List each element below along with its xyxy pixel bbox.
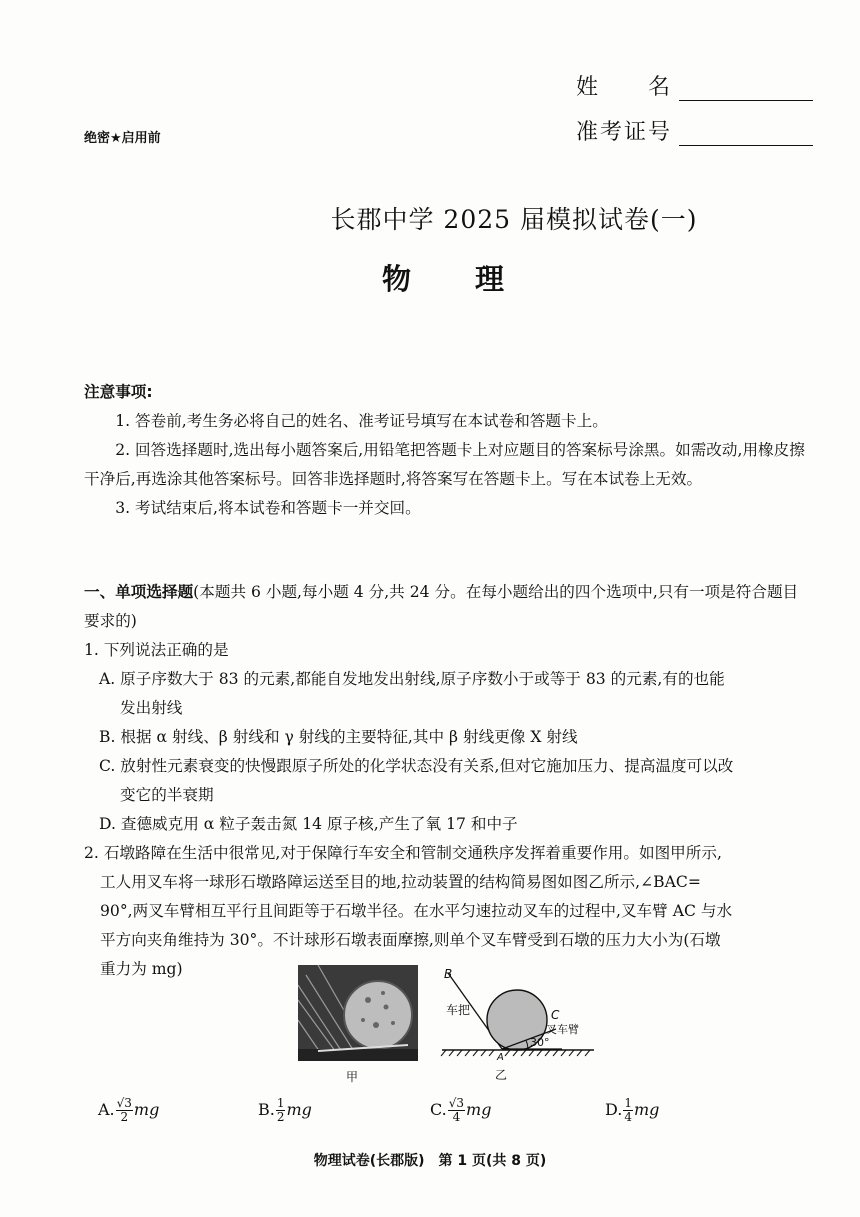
figure-b-caption: 乙 [495,1068,508,1082]
name-blank[interactable] [679,76,813,101]
exam-id-field [576,115,813,146]
subject-char-1: 物 [382,262,412,296]
label-handle: 车把 [446,1003,471,1017]
q1-option-a-cont: 发出射线 [120,699,183,717]
exam-id-blank[interactable] [679,121,813,146]
label-c: C [551,1008,560,1022]
q2-option-d-den: 4 [624,1110,632,1124]
label-b: B [444,967,453,981]
label-a: A [497,1052,504,1063]
notice-block [84,378,806,523]
q2-line-1: 2. 石墩路障在生活中很常见,对于保障行车安全和管制交通秩序发挥着重要作用。如图甲所示, [84,844,722,862]
section-one [84,578,806,984]
notice-item-1: 1. 答卷前,考生务必将自己的姓名、准考证号填写在本试卷和答题卡上。 [115,412,608,430]
name-label: 姓 名 [576,75,673,100]
q1-option-a: A. 原子序数大于 83 的元素,都能自发地发出射线,原子序数小于或等于 83 的元素,有的也能 [99,670,725,688]
q2-line-2: 工人用叉车将一球形石墩路障运送至目的地,拉动装置的结构简易图如图乙所示,∠BAC= [100,873,701,891]
notice-item-2: 2. 回答选择题时,选出每小题答案后,用铅笔把答题卡上对应题目的答案标号涂黑。如需改动,用橡皮擦干净后,再选涂其他答案标号。回答非选择题时,将答案写在答题卡上。写在本试卷上无效。 [84,441,805,488]
q2-line-5: 重力为 mg) [100,960,183,978]
q2-option-a-den: 2 [120,1110,129,1124]
q2-option-a-fraction [116,1097,133,1124]
q2-option-c-num: √3 [448,1096,465,1110]
q2-option-b-fraction [276,1097,286,1124]
q2-option-a-letter: A. [98,1100,115,1119]
q2-option-c-den: 4 [452,1110,461,1124]
notice-heading: 注意事项: [84,383,153,401]
section-title: 一、单项选择题 [84,583,194,601]
q1-option-c-cont: 变它的半衰期 [120,786,214,804]
section-heading [84,578,806,636]
q2-line-3: 90°,两叉车臂相互平行且间距等于石墩半径。在水平匀速拉动叉车的过程中,叉车臂 AC 与水 [100,902,733,920]
q1-option-d: D. 查德威克用 α 粒子轰击氮 14 原子核,产生了氧 17 和中子 [99,815,518,833]
confidential-note: 绝密★启用前 [84,131,161,146]
q2-option-c-letter: C. [430,1100,447,1119]
exam-id-label: 准考证号 [576,120,673,145]
q1-option-c: C. 放射性元素衰变的快慢跟原子所处的化学状态没有关系,但对它施加压力、提高温度可以改 [99,757,734,775]
q2-option-d [605,1097,659,1124]
q2-option-c-fraction [448,1097,465,1124]
q2-option-c-unit: mg [466,1100,492,1119]
figure-a-caption: 甲 [346,1070,359,1084]
q2-option-d-letter: D. [605,1100,623,1119]
q2-option-b-num: 1 [276,1096,285,1110]
name-field [576,70,813,101]
q1-option-b: B. 根据 α 射线、β 射线和 γ 射线的主要特征,其中 β 射线更像 X 射线 [99,728,578,746]
q2-option-a-unit: mg [133,1100,160,1119]
q2-option-b [258,1097,312,1124]
q2-option-d-unit: mg [633,1100,660,1119]
q2-option-c [430,1097,491,1124]
exam-title: 长郡中学 2025 届模拟试卷(一) [330,205,698,234]
page-footer: 物理试卷(长郡版) 第 1 页(共 8 页) [313,1153,547,1169]
label-angle: 30° [530,1036,550,1049]
label-arm: 叉车臂 [546,1023,579,1036]
q2-option-b-unit: mg [286,1100,312,1119]
notice-item-3: 3. 考试结束后,将本试卷和答题卡一并交回。 [115,499,421,517]
section-desc: (本题共 6 小题,每小题 4 分,共 24 分。在每小题给出的四个选项中,只有一项是符合题目要求的) [84,583,799,630]
q2-option-b-letter: B. [258,1100,275,1119]
q2-option-b-den: 2 [276,1110,285,1124]
subject-char-2: 理 [475,262,505,296]
q2-option-a [98,1097,159,1124]
q2-option-d-num: 1 [624,1096,632,1110]
q1-stem: 1. 下列说法正确的是 [84,641,229,659]
subject-title [382,257,504,298]
figure-photo-stone-pier [298,965,418,1061]
q2-option-d-fraction [623,1097,633,1124]
q2-line-4: 平方向夹角维持为 30°。不计球形石墩表面摩擦,则单个叉车臂受到石墩的压力大小为(石墩 [100,931,721,949]
q2-option-a-num: √3 [116,1096,132,1110]
